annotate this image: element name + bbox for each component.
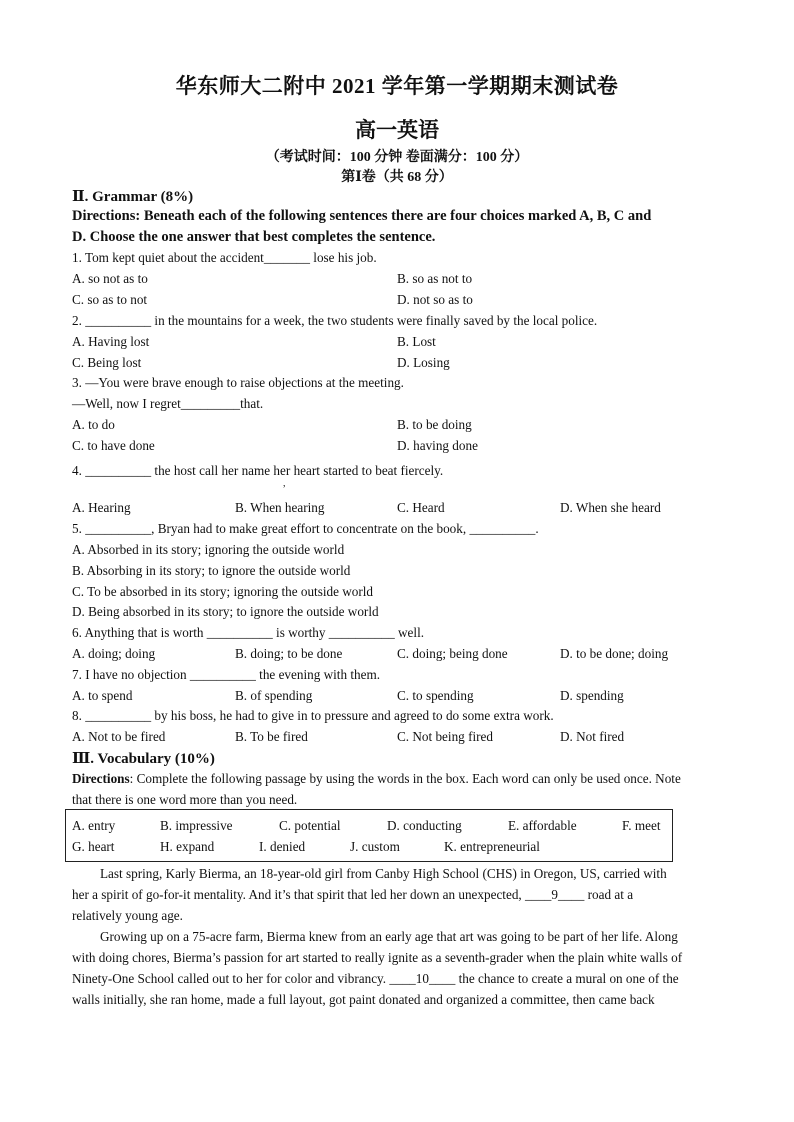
question-5-stem: 5. __________, Bryan had to make great effort to concentrate on the book, __________. [72, 521, 539, 536]
word-bank-item: A. entry [72, 818, 116, 833]
question-2-option-d: D. Losing [397, 355, 450, 370]
word-bank-item: E. affordable [508, 818, 577, 833]
vocabulary-directions-line1 [72, 771, 681, 787]
question-4-comma: , [283, 478, 286, 489]
question-6-option-a: A. doing; doing [72, 646, 156, 661]
question-5-option-c: C. To be absorbed in its story; ignoring the outside world [72, 584, 374, 599]
question-1-stem: 1. Tom kept quiet about the accident_______ lose his job. [72, 250, 377, 265]
question-2-option-b: B. Lost [397, 334, 436, 349]
question-7-option-a: A. to spend [72, 688, 133, 703]
word-bank-item: K. entrepreneurial [444, 839, 540, 854]
vocabulary-directions-line2: that there is one word more than you need. [72, 792, 298, 807]
part-title: 第Ⅰ卷（共 68 分） [341, 170, 453, 185]
question-1-option-c: C. so as to not [72, 292, 148, 307]
word-bank-item: J. custom [350, 839, 400, 854]
question-4-stem: 4. __________ the host call her name her heart started to beat fiercely. [72, 463, 444, 478]
grammar-heading: Ⅱ. Grammar (8%) [72, 189, 194, 205]
question-3-option-a: A. to do [72, 417, 115, 432]
question-3-option-c: C. to have done [72, 438, 155, 453]
question-2-stem: 2. __________ in the mountains for a week, the two students were finally saved by the local police. [72, 313, 598, 328]
question-6-option-d: D. to be done; doing [560, 646, 669, 661]
question-1-option-b: B. so as not to [397, 271, 473, 286]
question-6-option-c: C. doing; being done [397, 646, 508, 661]
question-8-option-d: D. Not fired [560, 729, 625, 744]
word-bank-item: G. heart [72, 839, 115, 854]
passage-p1-line3: relatively young age. [72, 908, 183, 923]
question-3-option-d: D. having done [397, 438, 478, 453]
question-2-option-c: C. Being lost [72, 355, 142, 370]
passage-p2-line2: with doing chores, Bierma’s passion for art started to really ignite as a seventh-grader when the plain white walls of [72, 950, 683, 965]
question-2-option-a: A. Having lost [72, 334, 150, 349]
blank-10: ____10____ [389, 971, 456, 986]
question-8-stem: 8. __________ by his boss, he had to give in to pressure and agreed to do some extra work. [72, 708, 554, 723]
question-6-option-b: B. doing; to be done [235, 646, 343, 661]
question-1-option-d: D. not so as to [397, 292, 473, 307]
question-8-option-c: C. Not being fired [397, 729, 493, 744]
passage-p2-line4: walls initially, she ran home, made a full layout, got paint donated and organized a committee, then came back [72, 992, 655, 1007]
grammar-directions-line1: Directions: Beneath each of the following sentences there are four choices marked A, B, C and [72, 208, 652, 224]
word-bank-item: C. potential [279, 818, 341, 833]
question-7-stem: 7. I have no objection __________ the evening with them. [72, 667, 381, 682]
vocabulary-heading: Ⅲ. Vocabulary (10%) [72, 751, 215, 767]
page-title: 华东师大二附中 2021 学年第一学期期末测试卷 [175, 74, 619, 98]
question-6-stem: 6. Anything that is worth __________ is worthy __________ well. [72, 625, 425, 640]
question-4-option-c: C. Heard [397, 500, 445, 515]
question-7-option-d: D. spending [560, 688, 624, 703]
grammar-directions-line2: D. Choose the one answer that best completes the sentence. [72, 229, 436, 245]
question-7-option-b: B. of spending [235, 688, 313, 703]
passage-p1-line2 [72, 887, 633, 903]
question-4-option-d: D. When she heard [560, 500, 661, 515]
question-5-option-b: B. Absorbing in its story; to ignore the outside world [72, 563, 351, 578]
passage-p1-text-a: her a spirit of go-for-it mentality. And it’s that spirit that led her down an unexpected, [72, 887, 526, 902]
question-3-stem-line2: —Well, now I regret_________that. [72, 396, 264, 411]
word-bank-item: I. denied [259, 839, 306, 854]
page-subtitle: 高一英语 [355, 118, 439, 142]
question-1-option-a: A. so not as to [72, 271, 148, 286]
passage-p2-line1: Growing up on a 75-acre farm, Bierma knew from an early age that art was going to be part of her life. Along [100, 929, 678, 944]
exam-note: （考试时间：100 分钟 卷面满分：100 分） [265, 150, 529, 165]
question-8-option-a: A. Not to be fired [72, 729, 166, 744]
passage-p1-text-b: road at a [584, 887, 634, 902]
passage-p2-text-a: Ninety-One School called out to her for color and vibrancy. [72, 971, 390, 986]
question-3-stem-line1: 3. —You were brave enough to raise objections at the meeting. [72, 375, 404, 390]
question-4-option-b: B. When hearing [235, 500, 325, 515]
question-5-option-d: D. Being absorbed in its story; to ignore the outside world [72, 604, 379, 619]
question-8-option-b: B. To be fired [235, 729, 308, 744]
word-bank-item: F. meet [622, 818, 661, 833]
passage-p2-text-b: the chance to create a mural on one of the [455, 971, 679, 986]
word-bank-item: H. expand [160, 839, 215, 854]
question-3-option-b: B. to be doing [397, 417, 472, 432]
vocabulary-directions-label: Directions [72, 771, 130, 786]
passage-p1-line1: Last spring, Karly Bierma, an 18-year-old girl from Canby High School (CHS) in Oregon, US, carried with [100, 866, 667, 881]
question-5-option-a: A. Absorbed in its story; ignoring the outside world [72, 542, 345, 557]
vocabulary-directions-text: : Complete the following passage by using the words in the box. Each word can only be used once. Note [129, 771, 681, 786]
question-4-option-a: A. Hearing [72, 500, 131, 515]
blank-9: ____9____ [525, 887, 585, 902]
word-bank-item: B. impressive [160, 818, 233, 833]
word-bank-item: D. conducting [387, 818, 462, 833]
passage-p2-line3 [72, 971, 679, 987]
question-7-option-c: C. to spending [397, 688, 474, 703]
